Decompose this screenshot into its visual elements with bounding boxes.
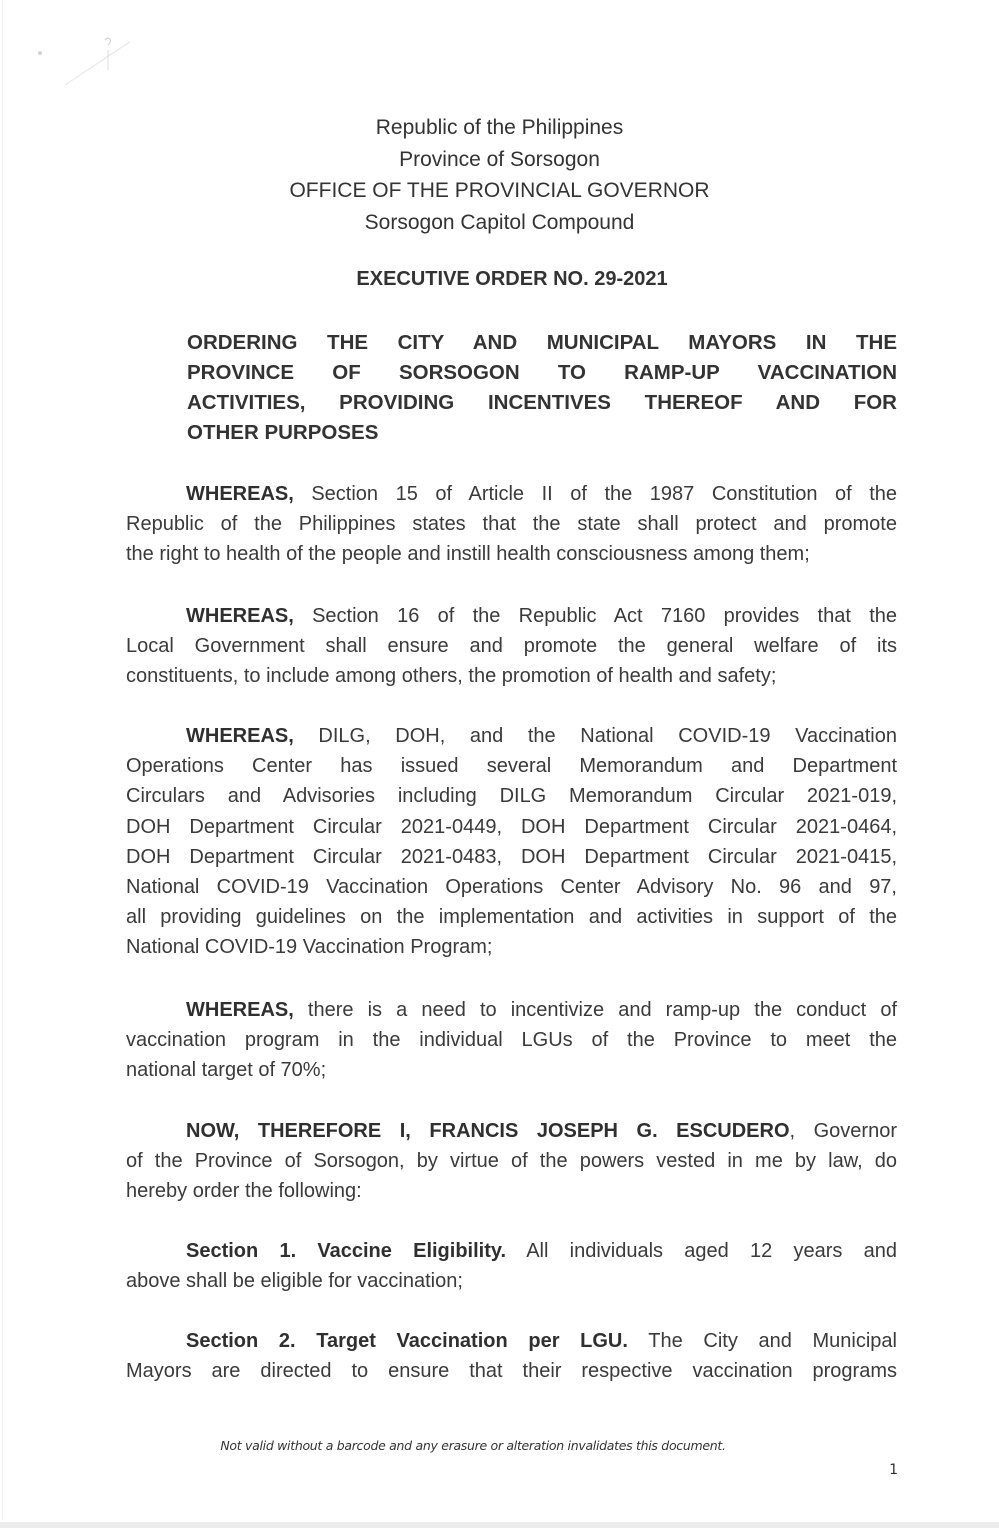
clause-lead: WHEREAS, bbox=[186, 999, 294, 1021]
title-line: ACTIVITIES, PROVIDING INCENTIVES THEREOF AND FOR bbox=[187, 391, 897, 414]
whereas-clause-constitution bbox=[126, 479, 897, 570]
paragraph-line bbox=[126, 721, 897, 751]
paragraph-line: constituents, to include among others, the promotion of health and safety; bbox=[126, 665, 777, 688]
clause-lead: WHEREAS, bbox=[186, 605, 294, 627]
section-1-vaccine-eligibility bbox=[126, 1236, 897, 1296]
scan-edge bbox=[0, 1522, 999, 1528]
letterhead-province: Province of Sorsogon bbox=[399, 147, 600, 171]
now-therefore-clause bbox=[126, 1116, 897, 1207]
executive-order-title bbox=[187, 328, 897, 448]
section-heading: Section 2. Target Vaccination per LGU. bbox=[186, 1330, 628, 1352]
clause-lead: WHEREAS, bbox=[186, 483, 294, 505]
title-line: OTHER PURPOSES bbox=[187, 421, 379, 444]
clause-text: Section 16 of the Republic Act 7160 provides that the bbox=[293, 605, 897, 627]
paragraph-line: Mayors are directed to ensure that their respective vaccination programs bbox=[126, 1360, 897, 1383]
section-2-target-vaccination bbox=[126, 1326, 897, 1386]
clause-text: Section 15 of Article II of the 1987 Constitution of the bbox=[293, 483, 897, 505]
paragraph-line bbox=[126, 479, 897, 509]
paragraph-line: all providing guidelines on the implementation and activities in support of the bbox=[126, 906, 897, 929]
paragraph-line: hereby order the following: bbox=[126, 1180, 362, 1203]
clause-text: there is a need to incentivize and ramp-up the conduct of bbox=[293, 999, 897, 1021]
paragraph-line: vaccination program in the individual LGUs of the Province to meet the bbox=[126, 1029, 897, 1052]
paragraph-line bbox=[126, 601, 897, 631]
paragraph-line: National COVID-19 Vaccination Operations Center Advisory No. 96 and 97, bbox=[126, 876, 897, 899]
clause-text: DILG, DOH, and the National COVID-19 Vaccination bbox=[293, 725, 897, 747]
paragraph-line: Republic of the Philippines states that the state shall protect and promote bbox=[126, 513, 897, 536]
whereas-clause-ra-7160 bbox=[126, 601, 897, 692]
whereas-clause-circulars bbox=[126, 721, 897, 963]
paragraph-line: Operations Center has issued several Memorandum and Department bbox=[126, 755, 897, 778]
paragraph-line: Local Government shall ensure and promote the general welfare of its bbox=[126, 635, 897, 658]
paragraph-line bbox=[126, 1326, 897, 1356]
paragraph-line: above shall be eligible for vaccination; bbox=[126, 1270, 463, 1293]
section-heading: Section 1. Vaccine Eligibility. bbox=[186, 1240, 507, 1262]
paragraph-line: National COVID-19 Vaccination Program; bbox=[126, 936, 493, 959]
executive-order-number: EXECUTIVE ORDER NO. 29-2021 bbox=[356, 268, 668, 290]
paragraph-line: DOH Department Circular 2021-0483, DOH Department Circular 2021-0415, bbox=[126, 845, 897, 868]
paragraph-line: DOH Department Circular 2021-0449, DOH Department Circular 2021-0464, bbox=[126, 815, 897, 838]
paragraph-line: of the Province of Sorsogon, by virtue of the powers vested in me by law, do bbox=[126, 1150, 897, 1173]
page-number: 1 bbox=[889, 1462, 898, 1478]
paragraph-line bbox=[126, 995, 897, 1025]
clause-lead: WHEREAS, bbox=[186, 725, 294, 747]
section-text: All individuals aged 12 years and bbox=[506, 1240, 897, 1262]
whereas-clause-incentivize bbox=[126, 995, 897, 1086]
paragraph-line: Circulars and Advisories including DILG Memorandum Circular 2021-019, bbox=[126, 785, 897, 808]
scan-artifact-marks bbox=[20, 10, 130, 90]
title-line: PROVINCE OF SORSOGON TO RAMP-UP VACCINATION bbox=[187, 361, 897, 384]
letterhead-office: OFFICE OF THE PROVINCIAL GOVERNOR bbox=[289, 179, 710, 202]
letterhead-address: Sorsogon Capitol Compound bbox=[364, 210, 635, 234]
paragraph-line bbox=[126, 1116, 897, 1146]
validity-notice: Not valid without a barcode and any erasure or alteration invalidates this document. bbox=[220, 1438, 726, 1453]
letterhead-country: Republic of the Philippines bbox=[375, 116, 624, 139]
letterhead bbox=[0, 112, 999, 238]
section-text: The City and Municipal bbox=[627, 1330, 897, 1352]
paragraph-line: the right to health of the people and instill health consciousness among them; bbox=[126, 543, 810, 566]
paragraph-line bbox=[126, 1236, 897, 1266]
title-line: ORDERING THE CITY AND MUNICIPAL MAYORS IN THE bbox=[187, 331, 897, 354]
paragraph-line: national target of 70%; bbox=[126, 1059, 327, 1082]
clause-lead: NOW, THEREFORE I, FRANCIS JOSEPH G. ESCUDERO bbox=[186, 1120, 790, 1142]
clause-text: , Governor bbox=[789, 1120, 897, 1142]
